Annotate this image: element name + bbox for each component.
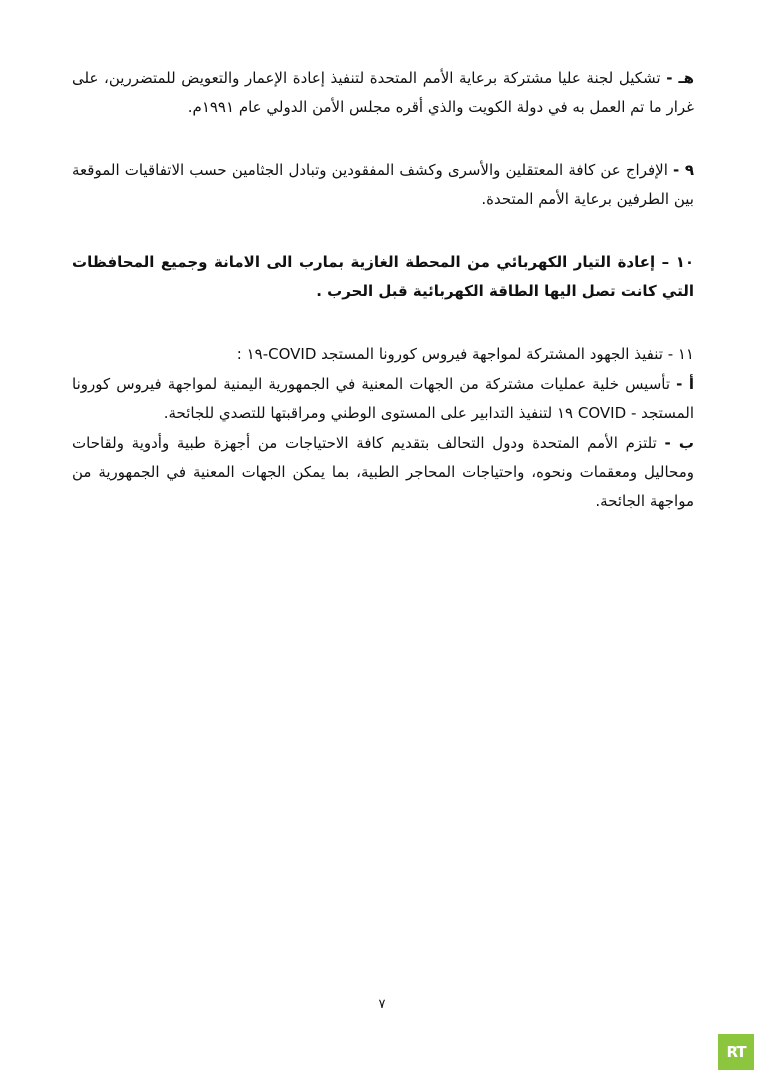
paragraph-11-a-text: تأسيس خلية عمليات مشتركة من الجهات المعنية في الجمهورية اليمنية لمواجهة فيروس كورونا المستجد - COVID ١٩ لتنفيذ التدابير على المستوى الوطني ومراقبتها للتصدي للجائحة. (72, 375, 694, 422)
paragraph-10: ١٠ – إعادة التيار الكهربائي من المحطة الغازية بمارب الى الامانة وجميع المحافظات التي كانت تصل اليها الطاقة الكهربائية قبل الحرب . (72, 253, 694, 300)
paragraph-11-b-marker: ب - (664, 434, 694, 452)
page-number: ٧ (378, 997, 386, 1012)
paragraph-11-heading: ١١ - تنفيذ الجهود المشتركة لمواجهة فيروس كورونا المستجد COVID-١٩ : (236, 345, 694, 363)
paragraph-11-a-marker: أ - (676, 375, 695, 393)
paragraph-9-marker: ٩ - (673, 161, 694, 179)
rt-logo: RT (718, 1034, 754, 1070)
paragraph-9-text: الإفراج عن كافة المعتقلين والأسرى وكشف المفقودين وتبادل الجثامين حسب الاتفاقيات الموقعة بين الطرفين برعاية الأمم المتحدة. (72, 161, 694, 208)
paragraph-11-a (72, 370, 694, 428)
paragraph-11-b (72, 429, 694, 516)
paragraph-11-b-text: تلتزم الأمم المتحدة ودول التحالف بتقديم كافة الاحتياجات من أجهزة طبية وأدوية ولقاحات ومحاليل ومعقمات ونحوه، واحتياجات المحاجر الطبية، بما يمكن الجهات المعنية في الجمهورية من مواجهة الجائحة. (72, 434, 694, 510)
paragraph-h-text: تشكيل لجنة عليا مشتركة برعاية الأمم المتحدة لتنفيذ إعادة الإعمار والتعويض للمتضررين، على غرار ما تم العمل به في دولة الكويت والذي أقره مجلس الأمن الدولي عام ١٩٩١م. (72, 69, 694, 116)
paragraph-9 (72, 156, 694, 214)
paragraph-h-marker: هـ - (666, 69, 694, 87)
paragraph-h (72, 64, 694, 122)
document-body (72, 64, 694, 516)
